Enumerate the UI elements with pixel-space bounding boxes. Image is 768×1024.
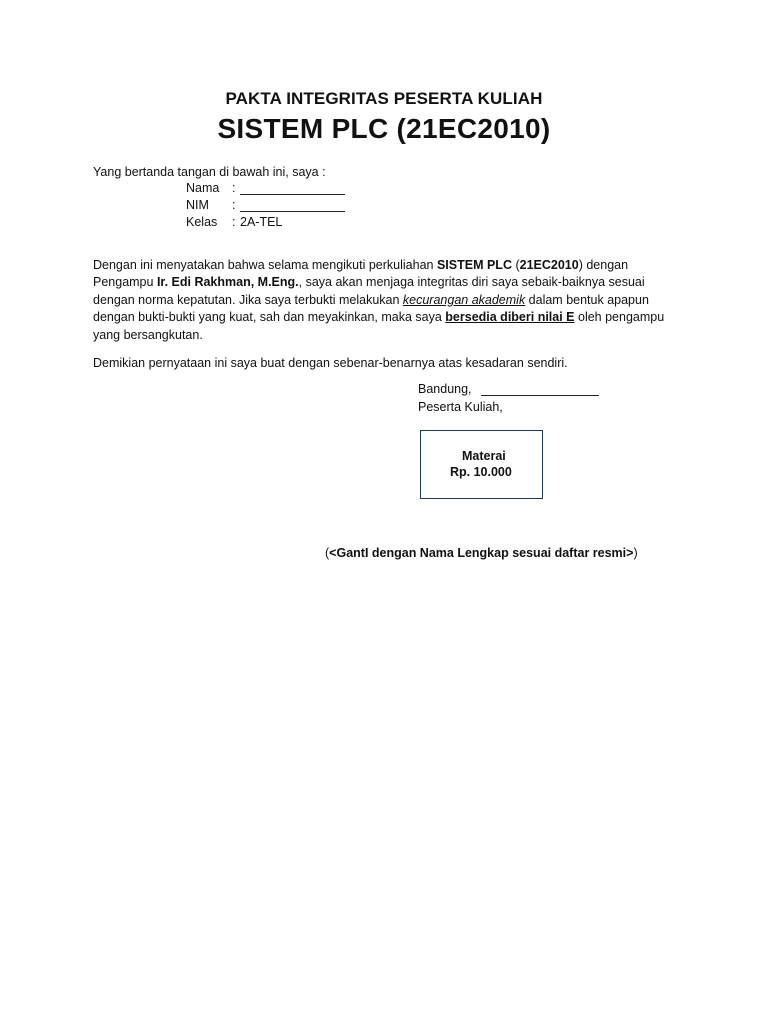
penalty-term: bersedia diberi nilai E	[445, 310, 575, 325]
field-separator-kelas: :	[232, 215, 236, 229]
field-label-kelas: Kelas	[186, 215, 218, 229]
signature-city: Bandung,	[418, 382, 472, 396]
statement-text: ) dengan Pengampu	[93, 258, 629, 290]
field-label-nim: NIM	[186, 198, 209, 212]
statement-text: oleh pengampu yang bersangkutan.	[93, 310, 665, 342]
stamp-duty-box	[420, 430, 543, 499]
statement-text: Dengan ini menyatakan bahwa selama mengikuti perkuliahan	[93, 258, 437, 272]
document-title: SISTEM PLC (21EC2010)	[217, 113, 551, 144]
paren-open: (	[325, 546, 330, 560]
statement-text: dalam bentuk apapun dengan bukti-bukti yang kuat, sah dan meyakinkan, maka saya	[93, 292, 649, 325]
academic-misconduct-term: kecurangan akademik	[402, 292, 526, 307]
name-instruction: <GantI dengan Nama Lengkap sesuai daftar resmi>	[329, 546, 634, 560]
closing-statement: Demikian pernyataan ini saya buat dengan sebenar-benarnya atas kesadaran sendiri.	[93, 356, 568, 370]
paren-close: )	[633, 546, 638, 560]
field-value-kelas: 2A-TEL	[240, 215, 283, 229]
signatory-name-placeholder	[325, 546, 638, 560]
nim-blank-line	[240, 211, 345, 212]
signature-role: Peserta Kuliah,	[418, 400, 503, 414]
intro-text: Yang bertanda tangan di bawah ini, saya :	[93, 165, 326, 179]
field-separator-nama: :	[232, 181, 236, 195]
statement-paragraph	[93, 257, 683, 344]
field-separator-nim: :	[232, 198, 236, 212]
statement-text: (	[511, 258, 520, 272]
course-name: SISTEM PLC	[436, 258, 512, 272]
document-subtitle: PAKTA INTEGRITAS PESERTA KULIAH	[225, 89, 543, 108]
course-code: 21EC2010	[519, 258, 579, 272]
date-blank-line	[481, 395, 599, 396]
statement-text: , saya akan menjaga integritas diri saya sebaik-baiknya sesuai dengan norma kepatutan. Jika saya terbukti melakukan	[93, 275, 645, 307]
stamp-label: Materai	[462, 449, 506, 463]
nama-blank-line	[240, 194, 345, 195]
field-label-nama: Nama	[186, 181, 220, 195]
lecturer-name: Ir. Edi Rakhman, M.Eng.	[156, 275, 299, 290]
stamp-value: Rp. 10.000	[450, 465, 512, 479]
